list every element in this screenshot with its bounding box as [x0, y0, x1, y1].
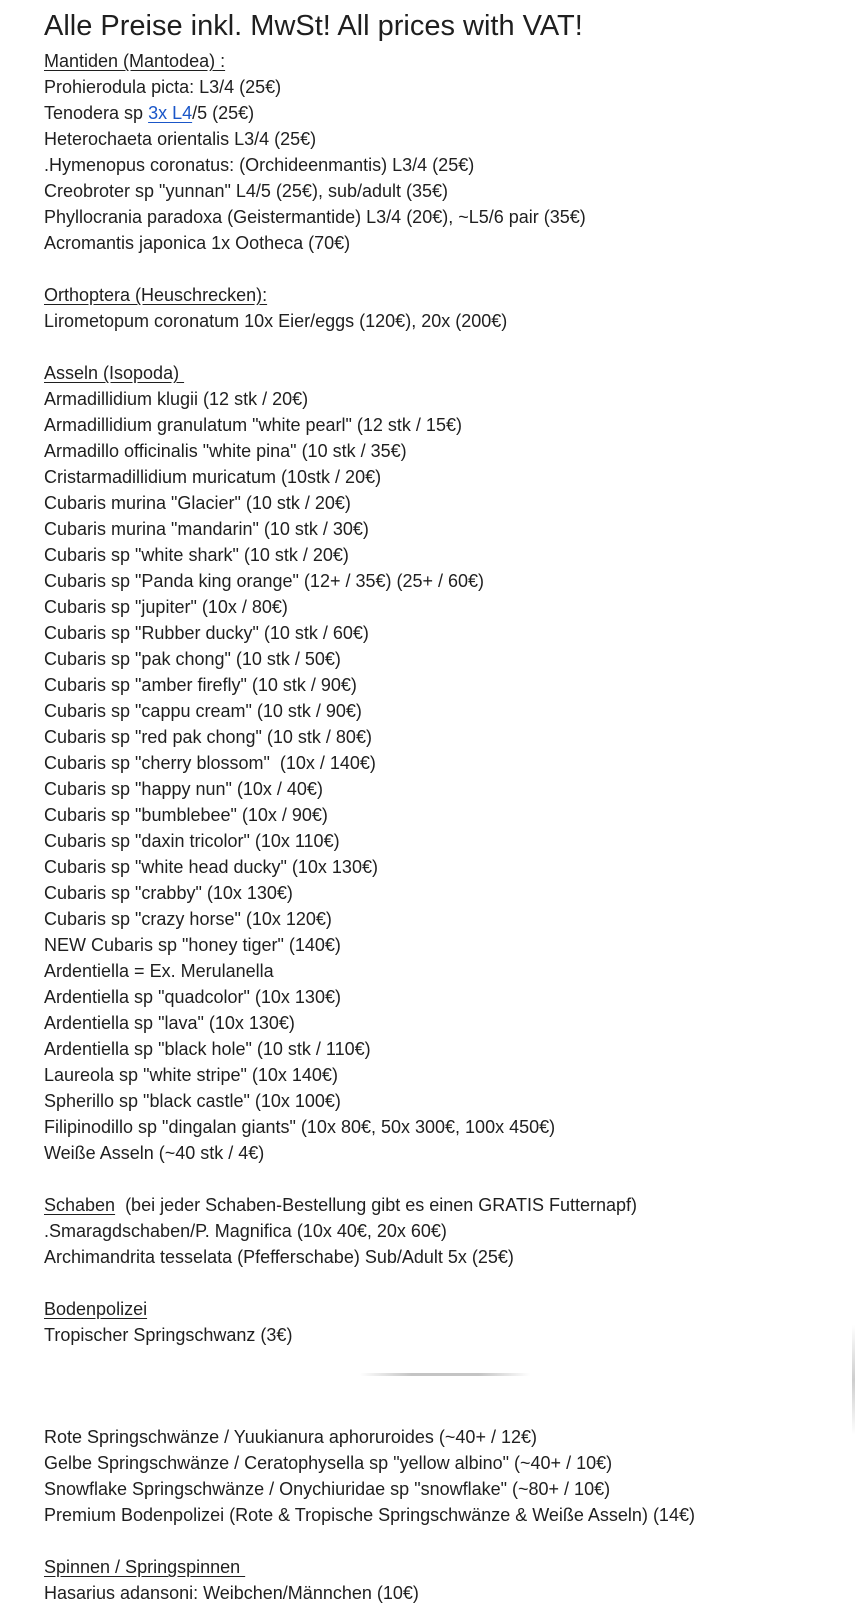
list-item: Prohierodula picta: L3/4 (25€) — [44, 77, 282, 97]
list-item: Lirometopum coronatum 10x Eier/eggs (120€), 20x (200€) — [44, 311, 508, 331]
tenodera-prefix: Tenodera sp — [44, 103, 149, 123]
list-item: NEW Cubaris sp "honey tiger" (140€) — [44, 935, 341, 955]
list-item: Premium Bodenpolizei (Rote & Tropische Springschwänze & Weiße Asseln) (14€) — [44, 1505, 695, 1525]
schaben-heading-label: Schaben — [44, 1195, 116, 1215]
list-item: Filipinodillo sp "dingalan giants" (10x 80€, 50x 300€, 100x 450€) — [44, 1117, 556, 1137]
price-list — [44, 8, 855, 1348]
list-item: Ardentiella sp "quadcolor" (10x 130€) — [44, 987, 341, 1007]
list-item: Cubaris sp "bumblebee" (10x / 90€) — [44, 805, 328, 825]
list-item: Archimandrita tesselata (Pfefferschabe) Sub/Adult 5x (25€) — [44, 1247, 514, 1267]
schaben-heading-note: (bei jeder Schaben-Bestellung gibt es einen GRATIS Futternapf) — [115, 1195, 638, 1215]
spacer — [44, 1270, 855, 1296]
list-item: Hasarius adansoni: Weibchen/Männchen (10€) — [44, 1583, 419, 1603]
list-item: Cubaris sp "red pak chong" (10 stk / 80€) — [44, 727, 372, 747]
list-item: Gelbe Springschwänze / Ceratophysella sp "yellow albino" (~40+ / 10€) — [44, 1453, 613, 1473]
list-item: Cubaris sp "crazy horse" (10x 120€) — [44, 909, 332, 929]
list-item: Armadillidium klugii (12 stk / 20€) — [44, 389, 309, 409]
price-list-continued — [44, 1424, 855, 1606]
tenodera-suffix: /5 (25€) — [192, 103, 255, 123]
list-item: Laureola sp "white stripe" (10x 140€) — [44, 1065, 338, 1085]
list-item: Acromantis japonica 1x Ootheca (70€) — [44, 233, 351, 253]
list-item-tenodera — [44, 100, 855, 126]
spacer — [44, 256, 855, 282]
section-heading-bodenpolizei: Bodenpolizei — [44, 1299, 148, 1319]
list-item: Cubaris sp "crabby" (10x 130€) — [44, 883, 293, 903]
section-heading-schaben — [44, 1192, 855, 1218]
list-item: Phyllocrania paradoxa (Geistermantide) L3/4 (20€), ~L5/6 pair (35€) — [44, 207, 586, 227]
section-heading-orthoptera: Orthoptera (Heuschrecken): — [44, 285, 268, 305]
list-item: Ardentiella sp "black hole" (10 stk / 110€) — [44, 1039, 371, 1059]
list-item: Rote Springschwänze / Yuukianura aphoruroides (~40+ / 12€) — [44, 1427, 537, 1447]
list-item: Cubaris sp "cherry blossom" (10x / 140€) — [44, 753, 376, 773]
list-item: Cubaris sp "white shark" (10 stk / 20€) — [44, 545, 349, 565]
list-item: .Smaragdschaben/P. Magnifica (10x 40€, 20x 60€) — [44, 1221, 447, 1241]
list-item: .Hymenopus coronatus: (Orchideenmantis) L3/4 (25€) — [44, 155, 475, 175]
page-title: Alle Preise inkl. MwSt! All prices with VAT! — [44, 10, 583, 42]
section-heading-mantiden: Mantiden (Mantodea) : — [44, 51, 226, 71]
section-heading-asseln: Asseln (Isopoda) — [44, 363, 185, 383]
image-placeholder-divider — [360, 1373, 530, 1376]
list-item: Weiße Asseln (~40 stk / 4€) — [44, 1143, 265, 1163]
list-item: Cubaris sp "happy nun" (10x / 40€) — [44, 779, 323, 799]
list-item: Cubaris murina "mandarin" (10 stk / 30€) — [44, 519, 369, 539]
spacer — [44, 1166, 855, 1192]
list-item: Cubaris sp "white head ducky" (10x 130€) — [44, 857, 378, 877]
list-item: Spherillo sp "black castle" (10x 100€) — [44, 1091, 341, 1111]
list-item: Heterochaeta orientalis L3/4 (25€) — [44, 129, 317, 149]
list-item: Tropischer Springschwanz (3€) — [44, 1325, 293, 1345]
list-item: Creobroter sp "yunnan" L4/5 (25€), sub/adult (35€) — [44, 181, 449, 201]
list-item: Cubaris murina "Glacier" (10 stk / 20€) — [44, 493, 351, 513]
list-item: Cubaris sp "pak chong" (10 stk / 50€) — [44, 649, 341, 669]
list-item: Snowflake Springschwänze / Onychiuridae sp "snowflake" (~80+ / 10€) — [44, 1479, 611, 1499]
list-item: Cubaris sp "Rubber ducky" (10 stk / 60€) — [44, 623, 369, 643]
spacer — [44, 334, 855, 360]
list-item: Cubaris sp "jupiter" (10x / 80€) — [44, 597, 288, 617]
list-item: Cubaris sp "cappu cream" (10 stk / 90€) — [44, 701, 362, 721]
list-item: Cubaris sp "amber firefly" (10 stk / 90€) — [44, 675, 357, 695]
list-item: Armadillo officinalis "white pina" (10 stk / 35€) — [44, 441, 407, 461]
tenodera-link[interactable]: 3x L4 — [148, 103, 193, 123]
section-heading-spinnen: Spinnen / Springspinnen — [44, 1557, 246, 1577]
list-item: Ardentiella = Ex. Merulanella — [44, 961, 274, 981]
list-item: Armadillidium granulatum "white pearl" (12 stk / 15€) — [44, 415, 462, 435]
list-item: Cubaris sp "Panda king orange" (12+ / 35€) (25+ / 60€) — [44, 571, 485, 591]
spacer — [44, 1528, 855, 1554]
list-item: Cristarmadillidium muricatum (10stk / 20€) — [44, 467, 382, 487]
list-item: Ardentiella sp "lava" (10x 130€) — [44, 1013, 295, 1033]
list-item: Cubaris sp "daxin tricolor" (10x 110€) — [44, 831, 340, 851]
